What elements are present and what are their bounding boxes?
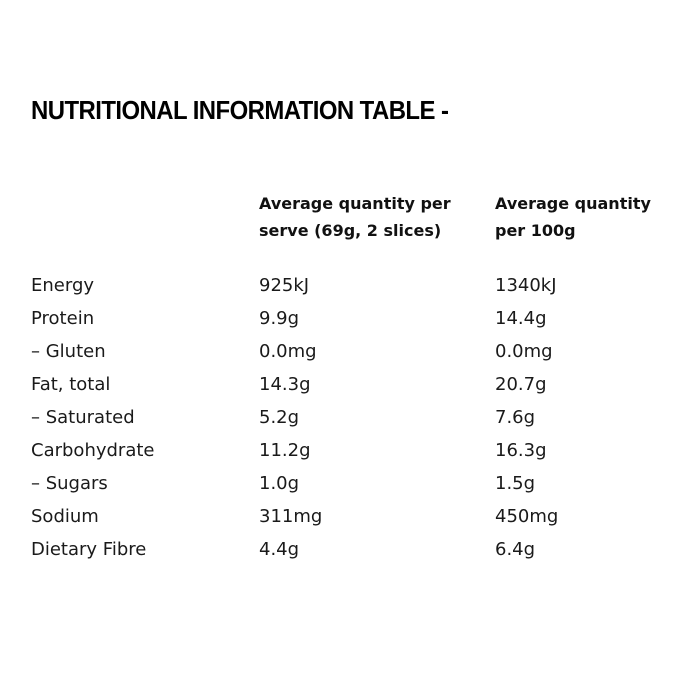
table-row-fat-total xyxy=(0,368,700,401)
table-row-protein xyxy=(0,302,700,335)
nutrient-name: Sodium xyxy=(31,506,99,527)
per-100g-value: 7.6g xyxy=(495,407,536,428)
per-100g-value: 450mg xyxy=(495,506,559,527)
table-row-gluten xyxy=(0,335,700,368)
nutrient-name: Fat, total xyxy=(31,374,111,395)
nutrition-table-body xyxy=(0,269,700,566)
nutrient-name: Dietary Fibre xyxy=(31,539,147,560)
per-serve-value: 925kJ xyxy=(259,275,310,296)
column-header-line: serve (69g, 2 slices) xyxy=(259,221,442,240)
nutrient-name: Carbohydrate xyxy=(31,440,155,461)
nutrient-name: – Saturated xyxy=(31,407,135,428)
table-row-dietary-fibre xyxy=(0,533,700,566)
per-serve-value: 9.9g xyxy=(259,308,300,329)
table-row-energy xyxy=(0,269,700,302)
per-100g-value: 16.3g xyxy=(495,440,547,461)
per-serve-value: 0.0mg xyxy=(259,341,317,362)
per-100g-value: 20.7g xyxy=(495,374,547,395)
column-header-per-serve xyxy=(259,190,469,244)
per-100g-value: 6.4g xyxy=(495,539,536,560)
column-header-per-100g xyxy=(495,190,675,244)
nutrient-name: Protein xyxy=(31,308,95,329)
per-100g-value: 1340kJ xyxy=(495,275,557,296)
column-header-line: Average quantity xyxy=(495,194,651,213)
per-serve-value: 11.2g xyxy=(259,440,311,461)
per-100g-value: 1.5g xyxy=(495,473,536,494)
per-100g-value: 14.4g xyxy=(495,308,547,329)
per-100g-value: 0.0mg xyxy=(495,341,553,362)
per-serve-value: 14.3g xyxy=(259,374,311,395)
column-header-line: Average quantity per xyxy=(259,194,451,213)
table-row-carbohydrate xyxy=(0,434,700,467)
table-row-sugars xyxy=(0,467,700,500)
table-title: NUTRITIONAL INFORMATION TABLE - xyxy=(31,95,449,125)
per-serve-value: 1.0g xyxy=(259,473,300,494)
per-serve-value: 4.4g xyxy=(259,539,300,560)
nutrient-name: – Sugars xyxy=(31,473,108,494)
nutrient-name: – Gluten xyxy=(31,341,106,362)
per-serve-value: 5.2g xyxy=(259,407,300,428)
table-row-saturated xyxy=(0,401,700,434)
per-serve-value: 311mg xyxy=(259,506,323,527)
column-header-line: per 100g xyxy=(495,221,576,240)
table-row-sodium xyxy=(0,500,700,533)
nutrient-name: Energy xyxy=(31,275,95,296)
